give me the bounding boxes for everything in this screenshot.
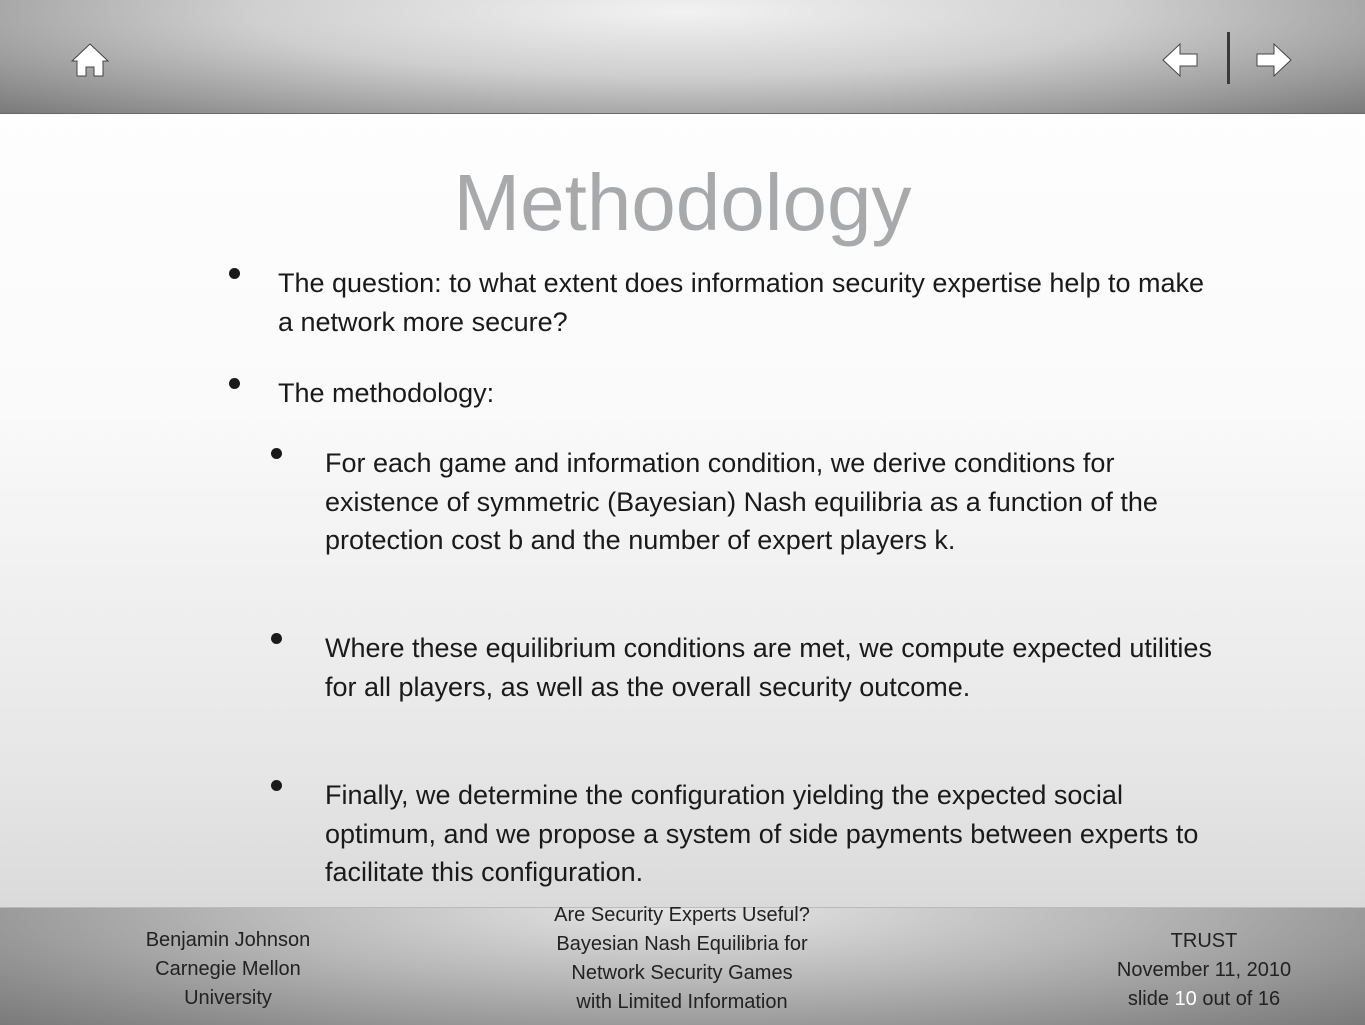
- bullet-methodology: The methodology:: [278, 378, 495, 408]
- slide-title: Methodology: [453, 158, 912, 247]
- bullet-question: The question: to what extent does information security expertise help to make a network more secure?: [278, 268, 1205, 337]
- nav-divider: [1227, 32, 1230, 84]
- footer-event-info: TRUST November 11, 2010 slide 10 out of 16: [1064, 927, 1344, 1014]
- sub-bullet-dot: [271, 448, 282, 459]
- top-nav-bar: [0, 0, 1365, 114]
- arrow-right-icon[interactable]: [1254, 40, 1294, 80]
- arrow-left-icon[interactable]: [1160, 40, 1200, 80]
- footer-bar: [0, 904, 1365, 1025]
- current-slide-number: 10: [1174, 988, 1197, 1010]
- footer-author: Benjamin Johnson Carnegie Mellon University: [145, 929, 311, 1009]
- sub-bullet-dot: [271, 780, 282, 791]
- sub-bullet-utilities: Where these equilibrium conditions are met, we compute expected utilities for all players, as well as the overall security outcome.: [325, 633, 1212, 702]
- bullet-dot: [229, 268, 240, 279]
- sub-bullet-optimum: Finally, we determine the configuration yielding the expected social optimum, and we propose a system of side payments between experts to facilitate this configuration.: [325, 780, 1199, 887]
- slide-counter: slide 10 out of 16: [1127, 988, 1281, 1010]
- home-icon[interactable]: [70, 40, 110, 80]
- bullet-dot: [229, 378, 240, 389]
- sub-bullet-conditions: For each game and information condition, we derive conditions for existence of symmetric (Bayesian) Nash equilibria as a function of the protection cost b and the number of expert players k.: [325, 448, 1158, 555]
- sub-bullet-dot: [271, 633, 282, 644]
- footer-talk-title: Are Security Experts Useful? Bayesian Nash Equilibria for Network Security Games with Limited Information: [554, 904, 810, 1013]
